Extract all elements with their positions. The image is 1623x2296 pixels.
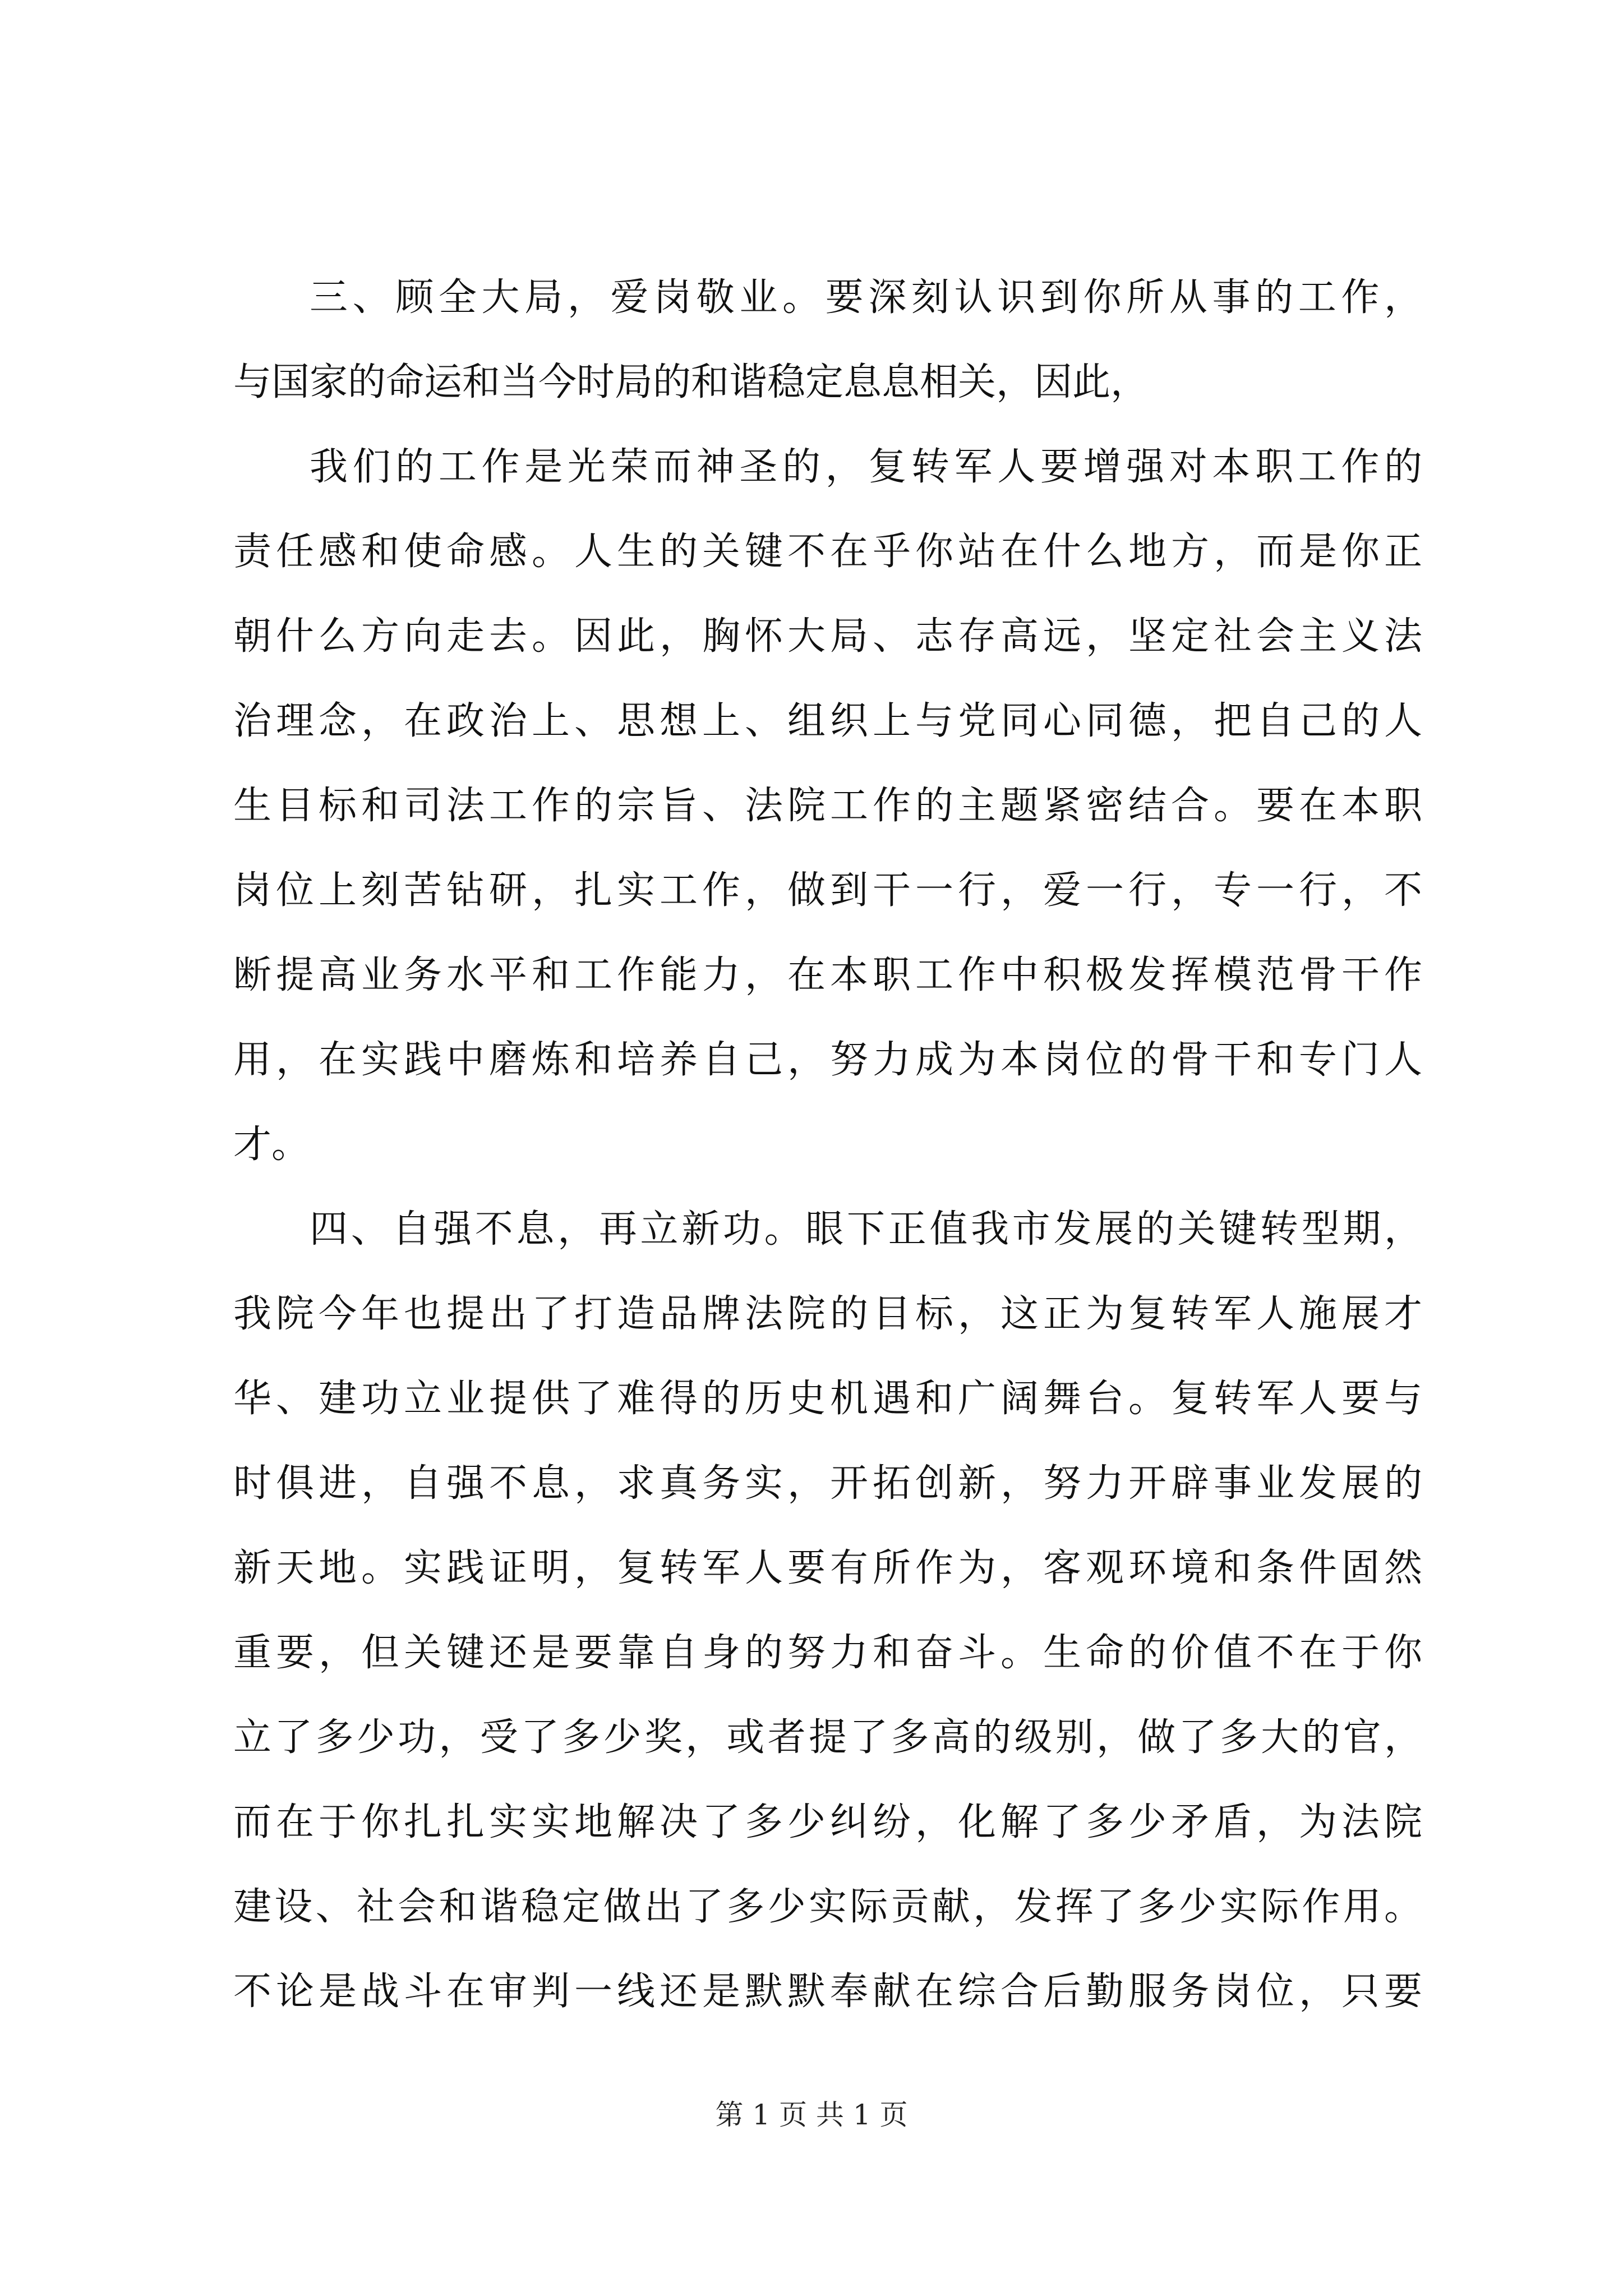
paragraph-line: 断提高业务水平和工作能力，在本职工作中积极发挥模范骨干作: [233, 953, 1422, 997]
page-footer: [0, 2095, 1623, 2134]
paragraph-line: 立了多少功，受了多少奖，或者提了多高的级别，做了多大的官，: [233, 1715, 1422, 1760]
paragraph-line: 新天地。实践证明，复转军人要有所作为，客观环境和条件固然: [233, 1546, 1422, 1590]
paragraph-line: 治理念，在政治上、思想上、组织上与党同心同德，把自己的人: [233, 699, 1422, 743]
paragraph-line: 责任感和使命感。人生的关键不在乎你站在什么地方，而是你正: [233, 530, 1422, 574]
paragraph-line: 与国家的命运和当今时局的和谐稳定息息相关，因此，: [233, 360, 1149, 404]
paragraph-line: 岗位上刻苦钻研，扎实工作，做到干一行，爱一行，专一行，不: [233, 868, 1422, 913]
paragraph-line: 建设、社会和谐稳定做出了多少实际贡献，发挥了多少实际作用。: [233, 1885, 1422, 1929]
paragraph-line: 生目标和司法工作的宗旨、法院工作的主题紧密结合。要在本职: [233, 784, 1422, 828]
paragraph-line: 三、顾全大局，爱岗敬业。要深刻认识到你所从事的工作，: [310, 275, 1422, 320]
paragraph-line: 朝什么方向走去。因此，胸怀大局、志存高远，坚定社会主义法: [233, 614, 1422, 659]
paragraph-line: 而在于你扎扎实实地解决了多少纠纷，化解了多少矛盾，为法院: [233, 1800, 1422, 1844]
paragraph-line: 不论是战斗在审判一线还是默默奉献在综合后勤服务岗位，只要: [233, 1970, 1422, 2014]
paragraph-line: 四、自强不息，再立新功。眼下正值我市发展的关键转型期，: [310, 1207, 1422, 1251]
paragraph-line: 才。: [233, 1122, 310, 1167]
paragraph-line: 我们的工作是光荣而神圣的，复转军人要增强对本职工作的: [310, 445, 1422, 489]
document-body: [233, 255, 1422, 2034]
page-number-label: 第 1 页 共 1 页: [715, 2099, 908, 2131]
paragraph-line: 我院今年也提出了打造品牌法院的目标，这正为复转军人施展才: [233, 1292, 1422, 1336]
paragraph-line: 用，在实践中磨炼和培养自己，努力成为本岗位的骨干和专门人: [233, 1038, 1422, 1082]
paragraph-line: 华、建功立业提供了难得的历史机遇和广阔舞台。复转军人要与: [233, 1377, 1422, 1421]
paragraph-line: 时俱进，自强不息，求真务实，开拓创新，努力开辟事业发展的: [233, 1461, 1422, 1506]
paragraph-line: 重要，但关键还是要靠自身的努力和奋斗。生命的价值不在于你: [233, 1631, 1422, 1675]
